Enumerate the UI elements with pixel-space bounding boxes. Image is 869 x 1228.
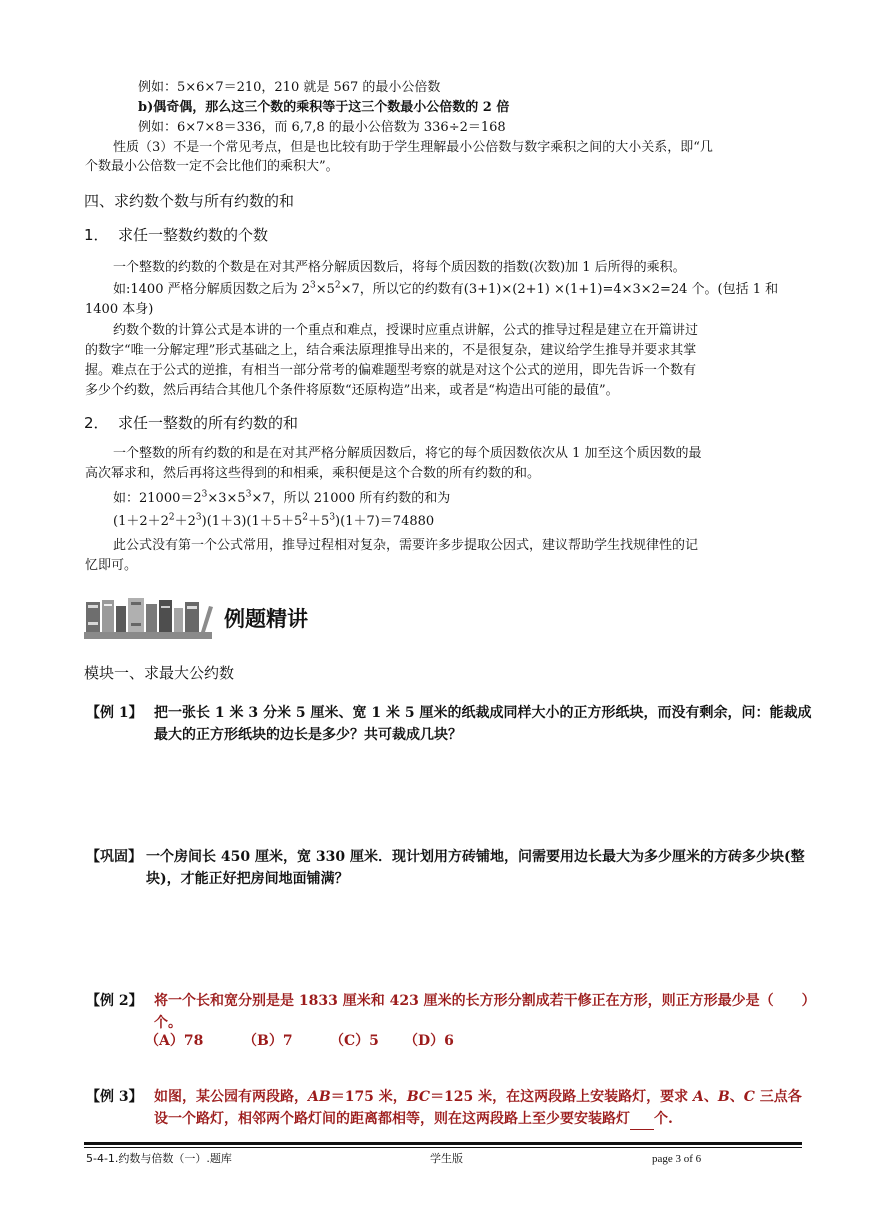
banner-title: 例题精讲	[224, 607, 308, 631]
footer-left: 5-4-1.约数与倍数（一）.题库	[86, 1152, 232, 1165]
section-heading: 四、求约数个数与所有约数的和	[84, 192, 295, 210]
example-label: 【巩固】	[86, 849, 142, 865]
formula-line: 如:1400 严格分解质因数之后为 $2^3\times 5^2\times 7$，所以它的约数有(3+1)×(2+1) ×(1+1)=4×3×2=24 个。(包括 1 和	[113, 280, 779, 297]
module-heading: 模块一、求最大公约数	[84, 664, 235, 682]
example-text: 把一张长 1 米 3 分米 5 厘米、宽 1 米 5 厘米的纸裁成同样大小的正方形纸块，而没有剩余，问：能裁成最大的正方形纸块的边长是多少？共可裁成几块？	[154, 705, 812, 743]
formula-line: 如：$21000=2^3\times 3\times 5^3\times 7$，所以 21000 所有约数的和为	[113, 489, 451, 506]
option-c: （C）5	[330, 1033, 379, 1049]
example-label: 【例 2】	[86, 993, 143, 1009]
subsection-number: 2．	[84, 414, 109, 432]
example-label: 【例 1】	[86, 705, 143, 721]
example-line: 例如：5×6×7＝210，210 就是 567 的最小公倍数	[138, 80, 441, 95]
paragraph-line: 的数字“唯一分解定理”形式基础之上，结合乘法原理推导出来的，不是很复杂，建议给学生推导并要求其掌	[85, 343, 697, 358]
paragraph-line: 握。难点在于公式的逆推，有相当一部分常考的偏难题型考察的就是对这个公式的逆用，即先告诉一个数有	[85, 363, 697, 378]
example-3	[86, 1086, 816, 1136]
example-1	[86, 702, 816, 752]
example-text: 一个房间长 450 厘米，宽 330 厘米．现计划用方砖铺地，问需要用边长最大为多少厘米的方砖多少块(整块)，才能正好把房间地面铺满？	[146, 849, 805, 887]
paragraph-line: 忆即可。	[85, 558, 138, 573]
example-text: 将一个长和宽分别是是 1833 厘米和 423 厘米的长方形分割成若干修正在方形，则正方形最少是（ ）个。	[154, 993, 809, 1031]
books-icon	[84, 596, 214, 640]
example-text: 如图，某公园有两段路，AB＝175 米，BC＝125 米，在这两段路上安装路灯，要求 A、B、C 三点各设一个路灯，相邻两个路灯间的距离都相等，则在这两段路上至少要安装路灯 个.	[154, 1086, 814, 1130]
consolidation-example	[86, 846, 816, 896]
paragraph-line: 约数个数的计算公式是本讲的一个重点和难点，授课时应重点讲解，公式的推导过程是建立在开篇讲过	[113, 323, 699, 338]
subsection-number: 1．	[84, 226, 109, 244]
page-number: page 3 of 6	[652, 1153, 702, 1165]
paragraph-line: 一个整数的约数的个数是在对其严格分解质因数后，将每个质因数的指数(次数)加 1 后所得的乘积。	[113, 260, 686, 275]
option-d: （D）6	[404, 1033, 454, 1049]
footer-center: 学生版	[430, 1152, 463, 1165]
answer-blank	[630, 1115, 654, 1130]
property-line: b)偶奇偶，那么这三个数的乘积等于这三个数最小公倍数的 2 倍	[138, 100, 510, 115]
paragraph-line: 1400 本身)	[85, 302, 154, 317]
paragraph-line: 高次幂求和，然后再将这些得到的和相乘，乘积便是这个合数的所有约数的和。	[85, 466, 541, 481]
option-b: （B）7	[243, 1033, 293, 1049]
footer-rule	[84, 1142, 802, 1145]
formula-line: $(1+2+2^2+2^3)(1+3)(1+5+5^2+5^3)(1+7)=74880$	[113, 512, 435, 529]
subsection-title: 求任一整数的所有约数的和	[118, 414, 299, 432]
footer-rule	[84, 1147, 802, 1148]
paragraph-line: 个数最小公倍数一定不会比他们的乘积大”。	[85, 159, 339, 174]
option-a: （A）78	[145, 1033, 204, 1049]
example-line: 例如：6×7×8＝336，而 6,7,8 的最小公倍数为 336÷2＝168	[138, 120, 506, 135]
paragraph-line: 性质（3）不是一个常见考点，但是也比较有助于学生理解最小公倍数与数字乘积之间的大小关系，即“几	[113, 140, 713, 155]
paragraph-line: 此公式没有第一个公式常用，推导过程相对复杂，需要许多步提取公因式，建议帮助学生找规律性的记	[113, 538, 699, 553]
example-label: 【例 3】	[86, 1089, 143, 1105]
paragraph-line: 一个整数的所有约数的和是在对其严格分解质因数后，将它的每个质因数依次从 1 加至这个质因数的最	[113, 446, 702, 461]
subsection-title: 求任一整数约数的个数	[118, 226, 269, 244]
paragraph-line: 多少个约数，然后再结合其他几个条件将原数“还原构造”出来，或者是“构造出可能的最值”。	[85, 383, 619, 398]
